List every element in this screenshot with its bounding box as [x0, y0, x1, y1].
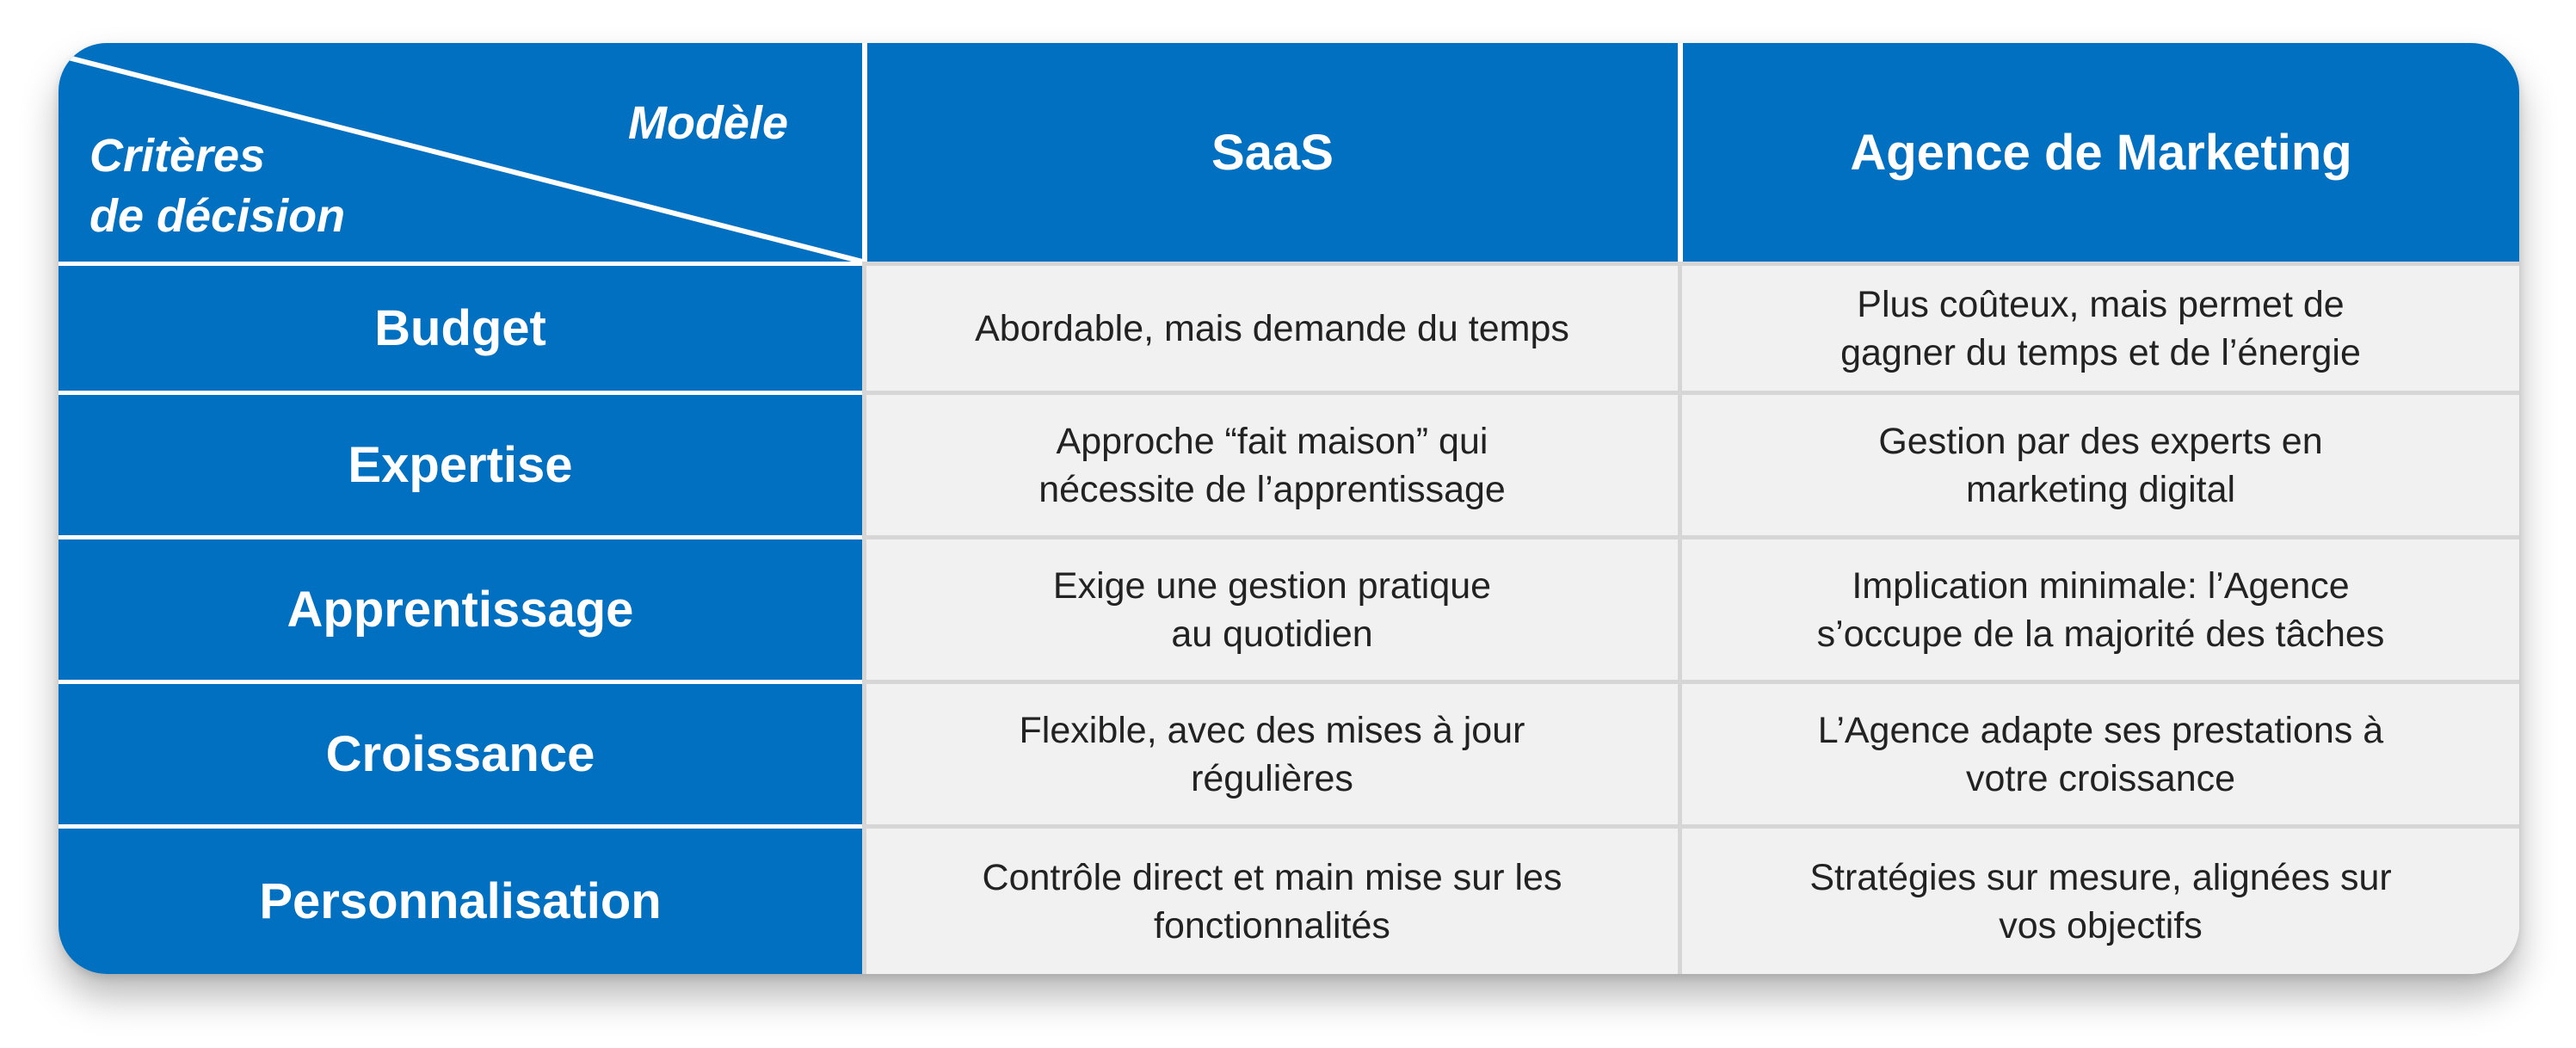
row-label-personnalisation: Personnalisation — [59, 824, 862, 974]
row-label-apprentissage: Apprentissage — [59, 535, 862, 680]
row-label-expertise: Expertise — [59, 391, 862, 535]
cell-croissance-agence: L’Agence adapte ses prestations à votre croissance — [1678, 680, 2519, 824]
comparison-table — [59, 43, 2519, 974]
cell-apprentissage-agence: Implication minimale: l’Agence s’occupe de la majorité des tâches — [1678, 535, 2519, 680]
cell-expertise-agence: Gestion par des experts en marketing digital — [1678, 391, 2519, 535]
cell-expertise-saas: Approche “fait maison” qui nécessite de l’apprentissage — [862, 391, 1678, 535]
corner-label-criteria: Critères de décision — [89, 130, 346, 242]
cell-apprentissage-saas: Exige une gestion pratique au quotidien — [862, 535, 1678, 680]
header-corner-cell — [59, 43, 862, 262]
cell-personnalisation-saas: Contrôle direct et main mise sur les fonctionnalités — [862, 824, 1678, 974]
cell-personnalisation-agence: Stratégies sur mesure, alignées sur vos objectifs — [1678, 824, 2519, 974]
column-header-agence: Agence de Marketing — [1678, 43, 2519, 262]
cell-budget-agence: Plus coûteux, mais permet de gagner du temps et de l’énergie — [1678, 262, 2519, 391]
cell-budget-saas: Abordable, mais demande du temps — [862, 262, 1678, 391]
row-label-croissance: Croissance — [59, 680, 862, 824]
cell-croissance-saas: Flexible, avec des mises à jour régulières — [862, 680, 1678, 824]
comparison-table-card — [59, 43, 2519, 974]
row-label-budget: Budget — [59, 262, 862, 391]
corner-label-model: Modèle — [627, 97, 788, 149]
column-header-saas: SaaS — [862, 43, 1678, 262]
